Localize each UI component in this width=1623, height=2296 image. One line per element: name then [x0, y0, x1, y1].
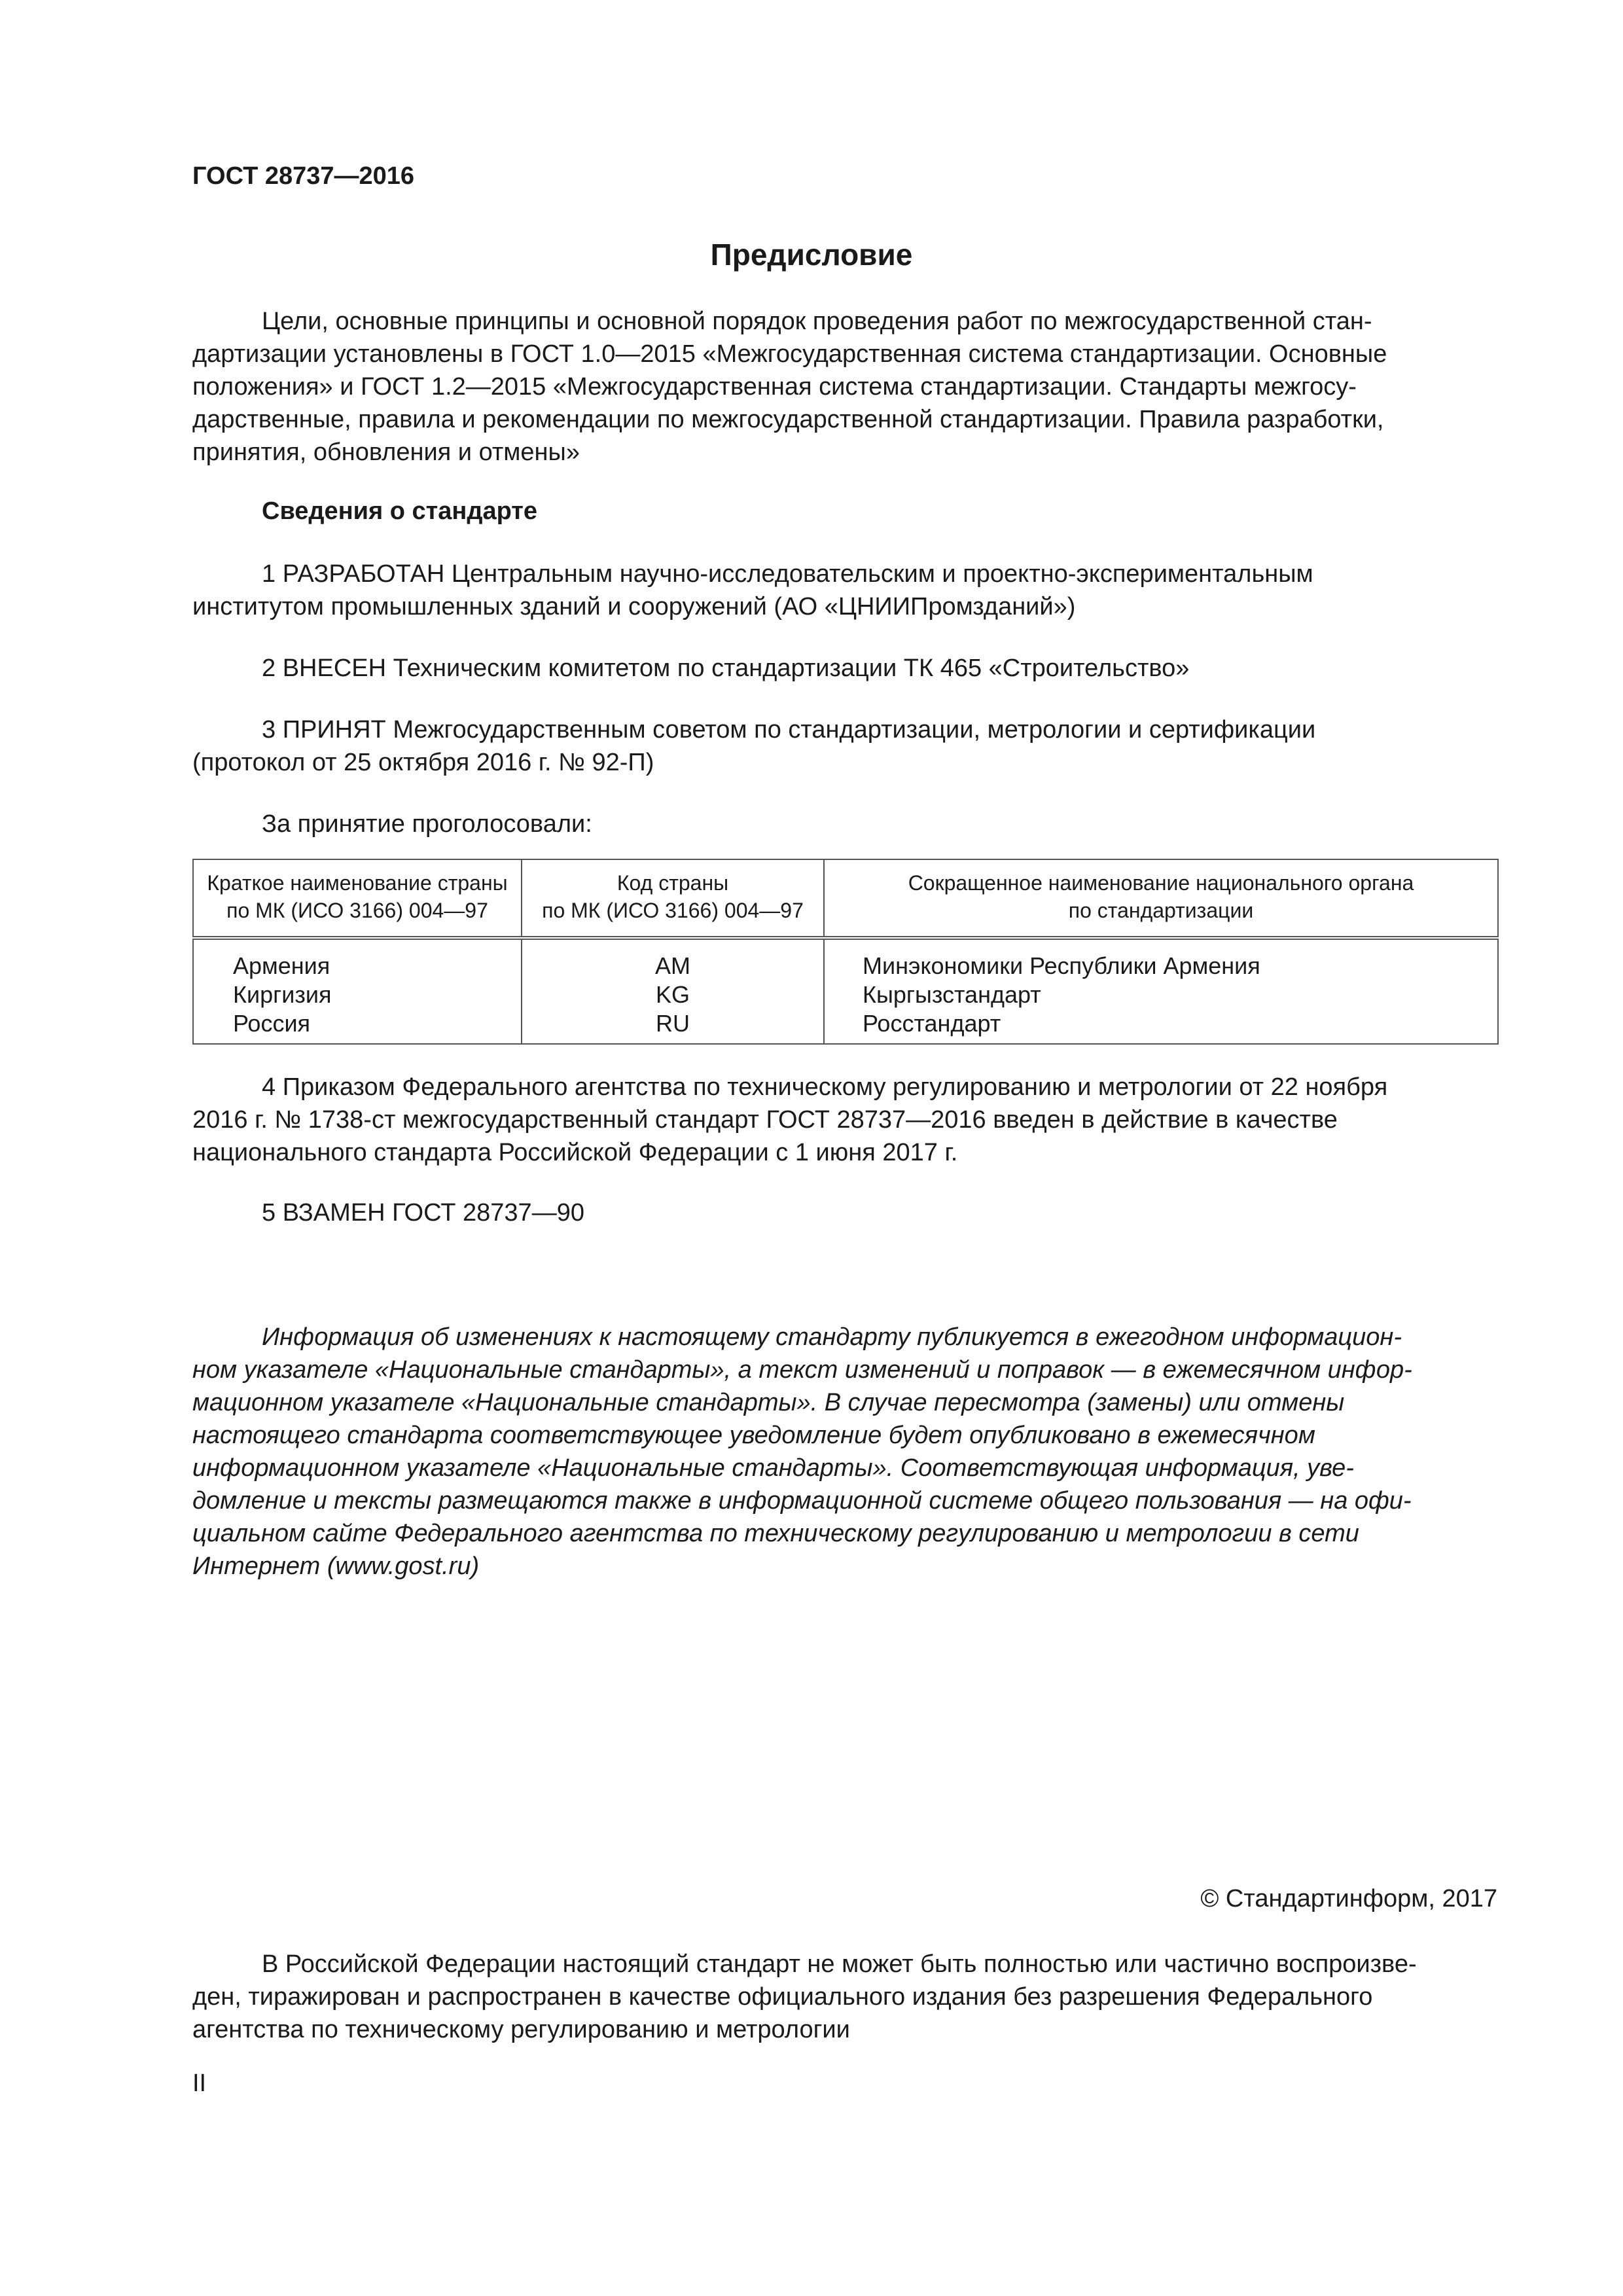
intro-line: положения» и ГОСТ 1.2—2015 «Межгосударственная система стандартизации. Стандарты межгосу-: [192, 373, 1357, 401]
item-4-line: 2016 г. № 1738-ст межгосударственный стандарт ГОСТ 28737—2016 введен в действие в качестве: [192, 1106, 1338, 1134]
intro-line: дарственные, правила и рекомендации по межгосударственной стандартизации. Правила разработки,: [192, 406, 1384, 433]
header-body: Сокращенное наименование национального органа по стандартизации: [824, 859, 1498, 938]
notice-line: настоящего стандарта соответствующее уведомление будет опубликовано в ежемесячном: [192, 1422, 1315, 1449]
notice-line: информационном указателе «Национальные стандарты». Соответствующая информация, уве-: [192, 1454, 1354, 1482]
item-1-line: институтом промышленных зданий и сооружений (АО «ЦНИИПромзданий»): [192, 593, 1076, 620]
notice-line: циальном сайте Федерального агентства по техническому регулированию и метрологии в сети: [192, 1520, 1359, 1547]
body-cell: Минэкономики Республики Армения Кыргызстандарт Росстандарт: [824, 938, 1498, 1044]
intro-line: Цели, основные принципы и основной порядок проведения работ по межгосударственной стан-: [262, 308, 1372, 335]
notice-line: Информация об изменениях к настоящему стандарту публикуется в ежегодном информацион-: [262, 1323, 1402, 1351]
notice-line: ном указателе «Национальные стандарты», а текст изменений и поправок — в ежемесячном инфор-: [192, 1356, 1412, 1384]
amendments-notice: [192, 1321, 1497, 1583]
item-3-paragraph: [192, 713, 1497, 779]
rights-line: агентства по техническому регулированию и метрологии: [192, 2016, 850, 2043]
rights-line: ден, тиражирован и распространен в качестве официального издания без разрешения Федерального: [192, 1983, 1373, 2011]
item-3-line: 3 ПРИНЯТ Межгосударственным советом по стандартизации, метрологии и сертификации: [262, 716, 1316, 744]
code-cell: AM KG RU: [522, 938, 824, 1044]
table-header-row: [193, 859, 1498, 938]
item-4-line: национального стандарта Российской Федерации с 1 июня 2017 г.: [192, 1139, 958, 1166]
info-heading: Сведения о стандарте: [262, 497, 538, 525]
copyright-notice: © Стандартинформ, 2017: [1200, 1885, 1497, 1912]
table-row: [193, 938, 1498, 1044]
item-1-paragraph: [192, 558, 1497, 623]
item-5-paragraph: 5 ВЗАМЕН ГОСТ 28737—90: [262, 1199, 584, 1227]
intro-paragraph: [192, 305, 1497, 469]
page-title: Предисловие: [710, 238, 913, 272]
header-code: Код страны по МК (ИСО 3166) 004—97: [522, 859, 824, 938]
notice-line: мационном указателе «Национальные стандарты». В случае пересмотра (замены) или отмены: [192, 1389, 1345, 1416]
item-3-line: (протокол от 25 октября 2016 г. № 92-П): [192, 749, 654, 776]
document-code: ГОСТ 28737—2016: [192, 162, 415, 190]
voting-table: [192, 859, 1499, 1045]
header-country: Краткое наименование страны по МК (ИСО 3166) 004—97: [193, 859, 522, 938]
notice-line: домление и тексты размещаются также в информационной системе общего пользования — на офи-: [192, 1487, 1412, 1515]
item-2-paragraph: 2 ВНЕСЕН Техническим комитетом по стандартизации ТК 465 «Строительство»: [262, 655, 1190, 682]
item-1-line: 1 РАЗРАБОТАН Центральным научно-исследовательским и проектно-экспериментальным: [262, 560, 1313, 588]
rights-paragraph: [192, 1948, 1497, 2046]
voted-label: За принятие проголосовали:: [262, 810, 592, 838]
rights-line: В Российской Федерации настоящий стандарт не может быть полностью или частично воспроизве-: [262, 1950, 1417, 1978]
country-cell: Армения Киргизия Россия: [193, 938, 522, 1044]
item-4-paragraph: [192, 1071, 1497, 1169]
notice-line: Интернет (www.gost.ru): [192, 1552, 480, 1580]
intro-line: принятия, обновления и отмены»: [192, 439, 580, 466]
item-4-line: 4 Приказом Федерального агентства по техническому регулированию и метрологии от 22 ноября: [262, 1073, 1388, 1101]
page-number: II: [192, 2070, 207, 2097]
intro-line: дартизации установлены в ГОСТ 1.0—2015 «Межгосударственная система стандартизации. Основные: [192, 340, 1387, 368]
